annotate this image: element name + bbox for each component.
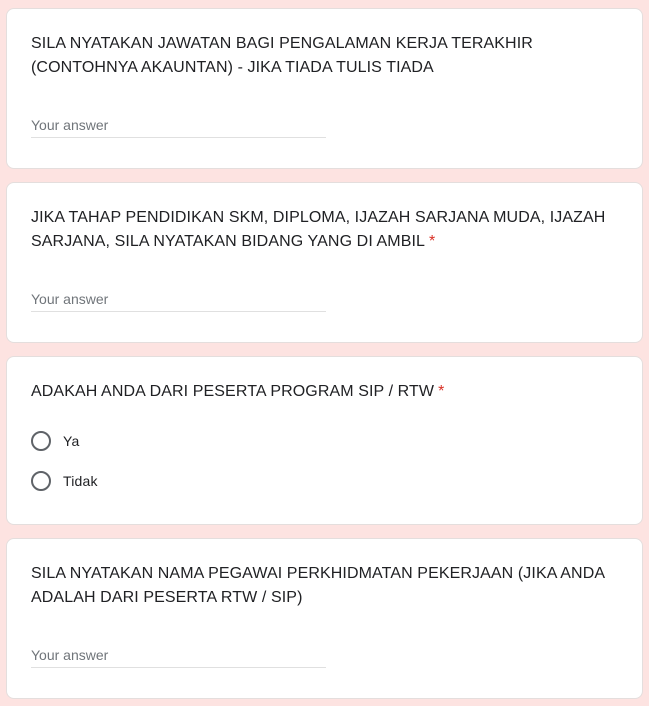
required-asterisk: *	[429, 233, 436, 250]
last-job-position-input[interactable]	[31, 113, 326, 138]
question-title	[31, 380, 618, 404]
question-title	[31, 206, 618, 254]
required-asterisk: *	[438, 383, 445, 400]
field-of-study-input[interactable]	[31, 287, 326, 312]
question-card-employment-officer-name	[6, 538, 643, 699]
radio-option-tidak[interactable]	[31, 469, 98, 493]
question-title	[31, 562, 618, 610]
question-card-field-of-study	[6, 182, 643, 343]
question-title	[31, 32, 618, 80]
question-text: ADAKAH ANDA DARI PESERTA PROGRAM SIP / RTW	[31, 383, 435, 400]
question-text: JIKA TAHAP PENDIDIKAN SKM, DIPLOMA, IJAZAH SARJANA MUDA, IJAZAH SARJANA, SILA NYATAKAN BIDANG YANG DI AMBIL	[31, 209, 606, 250]
question-card-last-job-position	[6, 8, 643, 169]
radio-button[interactable]	[31, 431, 51, 451]
radio-option-ya[interactable]	[31, 429, 80, 453]
employment-officer-name-input[interactable]	[31, 643, 326, 668]
radio-button[interactable]	[31, 471, 51, 491]
question-text: SILA NYATAKAN NAMA PEGAWAI PERKHIDMATAN PEKERJAAN (JIKA ANDA ADALAH DARI PESERTA RTW / SIP)	[31, 565, 605, 606]
radio-option-label: Ya	[63, 433, 80, 449]
question-text: SILA NYATAKAN JAWATAN BAGI PENGALAMAN KERJA TERAKHIR (CONTOHNYA AKAUNTAN) - JIKA TIADA TULIS TIADA	[31, 35, 533, 76]
question-card-sip-rtw-participant	[6, 356, 643, 525]
radio-option-label: Tidak	[63, 473, 98, 489]
